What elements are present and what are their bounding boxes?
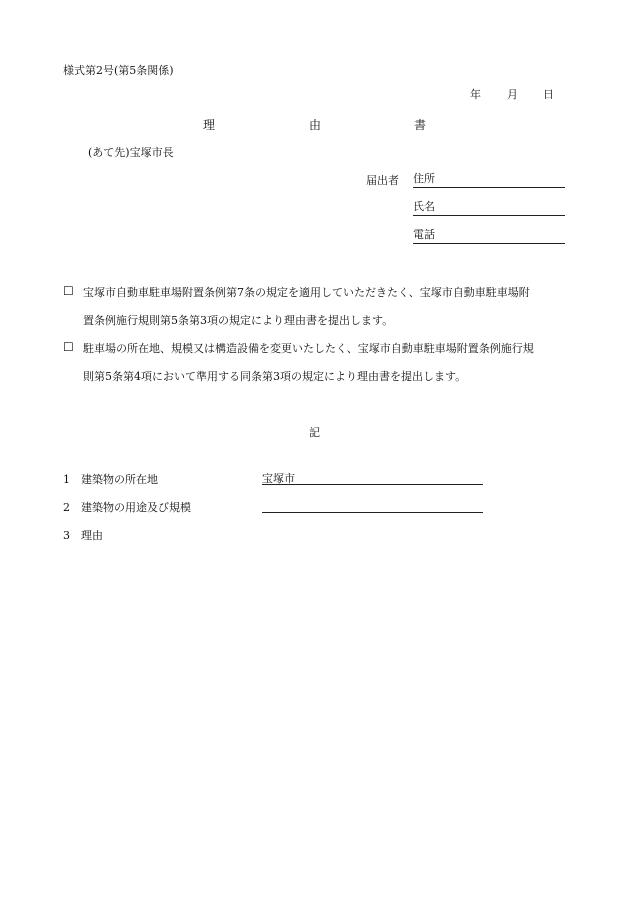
address-label: 住所 <box>413 172 435 185</box>
checkbox-2[interactable]: ☐ <box>63 340 74 354</box>
document-title-char-2: 由 <box>309 118 322 132</box>
address-field[interactable] <box>413 172 565 188</box>
item-3-label: 理由 <box>81 529 103 542</box>
item-row-2 <box>63 499 191 515</box>
ki-heading: 記 <box>309 426 320 439</box>
date-day-label: 日 <box>543 88 554 101</box>
item-1-number: 1 <box>63 473 70 486</box>
checkbox-2-text-line-1: 駐車場の所在地、規模又は構造設備を変更いたしたく、宝塚市自動車駐車場附置条例施行規 <box>83 342 534 355</box>
item-row-3 <box>63 527 103 543</box>
building-location-value: 宝塚市 <box>262 472 295 485</box>
phone-field[interactable] <box>413 228 565 244</box>
phone-label: 電話 <box>413 228 435 241</box>
document-title-char-3: 書 <box>414 118 427 132</box>
name-label: 氏名 <box>413 200 435 213</box>
item-row-1 <box>63 471 158 487</box>
document-title-char-1: 理 <box>203 118 216 132</box>
item-1-label: 建築物の所在地 <box>81 473 158 486</box>
name-field[interactable] <box>413 200 565 216</box>
checkbox-1-text-line-1: 宝塚市自動車駐車場附置条例第7条の規定を適用していただきたく、宝塚市自動車駐車場附 <box>83 286 530 299</box>
checkbox-1[interactable]: ☐ <box>63 284 74 298</box>
building-use-scale-field[interactable] <box>262 498 483 513</box>
item-2-label: 建築物の用途及び規模 <box>81 501 191 514</box>
date-year-label: 年 <box>470 88 481 101</box>
form-number: 様式第2号(第5条関係) <box>63 64 174 77</box>
applicant-label: 届出者 <box>366 174 399 187</box>
checkbox-1-text-line-2: 置条例施行規則第5条第3項の規定により理由書を提出します。 <box>83 314 394 327</box>
addressee: (あて先)宝塚市長 <box>88 146 174 159</box>
checkbox-2-text-line-2: 則第5条第4項において準用する同条第3項の規定により理由書を提出します。 <box>83 370 467 383</box>
item-2-number: 2 <box>63 501 70 514</box>
date-month-label: 月 <box>507 88 518 101</box>
building-location-field[interactable] <box>262 470 483 485</box>
item-3-number: 3 <box>63 529 70 542</box>
